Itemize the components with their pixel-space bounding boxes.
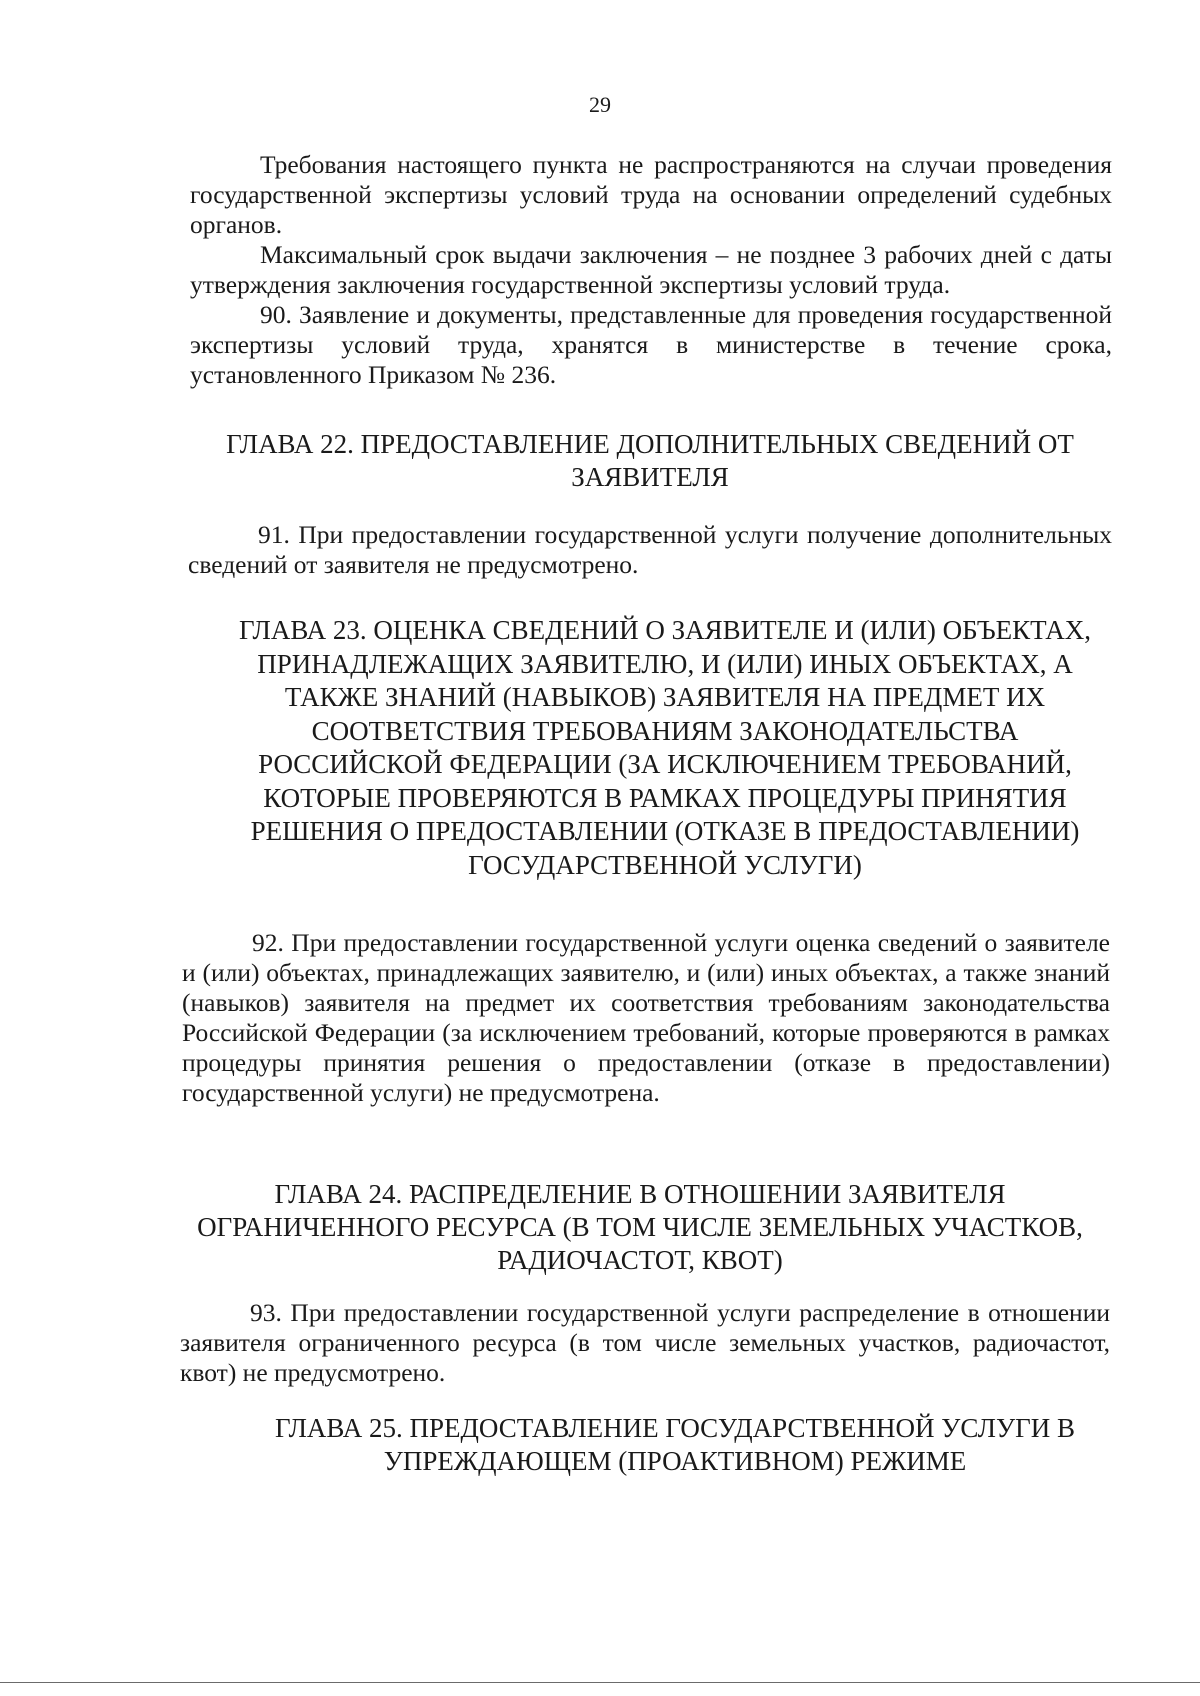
chapter-24-heading: ГЛАВА 24. РАСПРЕДЕЛЕНИЕ В ОТНОШЕНИИ ЗАЯВИТЕЛЯ ОГРАНИЧЕННОГО РЕСУРСА (В ТОМ ЧИСЛЕ ЗЕМЕЛЬНЫХ УЧАСТКОВ, РАДИОЧАСТОТ, КВОТ) <box>197 1179 1083 1275</box>
scan-edge-line <box>0 1682 1200 1683</box>
paragraph-91-additional-info: 91. При предоставлении государственной услуги получение дополнительных сведений от заявителя не предусмотрено. <box>188 520 1112 579</box>
page-number: 29 <box>589 92 611 117</box>
paragraph-90-document-storage: 90. Заявление и документы, представленные для проведения государственной экспертизы условий труда, хранятся в министерстве в течение срока, установленного Приказом № 236. <box>190 300 1112 389</box>
chapter-23-heading: ГЛАВА 23. ОЦЕНКА СВЕДЕНИЙ О ЗАЯВИТЕЛЕ И (ИЛИ) ОБЪЕКТАХ, ПРИНАДЛЕЖАЩИХ ЗАЯВИТЕЛЮ, И (ИЛИ) ИНЫХ ОБЪЕКТАХ, А ТАКЖЕ ЗНАНИЙ (НАВЫКОВ) ЗАЯВИТЕЛЯ НА ПРЕДМЕТ ИХ СООТВЕТСТВИЯ ТРЕБОВАНИЯМ ЗАКОНОДАТЕЛЬСТВА РОССИЙСКОЙ ФЕДЕРАЦИИ (ЗА ИСКЛЮЧЕНИЕМ ТРЕБОВАНИЙ, КОТОРЫЕ ПРОВЕРЯЮТСЯ В РАМКАХ ПРОЦЕДУРЫ ПРИНЯТИЯ РЕШЕНИЯ О ПРЕДОСТАВЛЕНИИ (ОТКАЗЕ В ПРЕДОСТАВЛЕНИИ) ГОСУДАРСТВЕННОЙ УСЛУГИ) <box>238 615 1092 880</box>
paragraph-92-assessment: 92. При предоставлении государственной услуги оценка сведений о заявителе и (или) объектах, принадлежащих заявителю, и (или) иных объектах, а также знаний (навыков) заявителя на предмет их соответствия требованиям законодательства Российской Федерации (за исключением требований, которые проверяются в рамках процедуры принятия решения о предоставлении (отказе в предоставлении) государственной услуги) не предусмотрена. <box>182 928 1110 1107</box>
chapter-25-heading: ГЛАВА 25. ПРЕДОСТАВЛЕНИЕ ГОСУДАРСТВЕННОЙ УСЛУГИ В УПРЕЖДАЮЩЕМ (ПРОАКТИВНОМ) РЕЖИМЕ <box>275 1413 1075 1476</box>
paragraph-requirements-exception: Требования настоящего пункта не распространяются на случаи проведения государственной экспертизы условий труда на основании определений судебных органов. <box>190 150 1112 239</box>
chapter-22-heading: ГЛАВА 22. ПРЕДОСТАВЛЕНИЕ ДОПОЛНИТЕЛЬНЫХ СВЕДЕНИЙ ОТ ЗАЯВИТЕЛЯ <box>226 429 1074 492</box>
paragraph-max-issue-term: Максимальный срок выдачи заключения – не позднее 3 рабочих дней с даты утверждения заключения государственной экспертизы условий труда. <box>190 240 1112 299</box>
paragraph-93-resource-distribution: 93. При предоставлении государственной услуги распределение в отношении заявителя ограниченного ресурса (в том числе земельных участков, радиочастот, квот) не предусмотрено. <box>180 1298 1110 1387</box>
